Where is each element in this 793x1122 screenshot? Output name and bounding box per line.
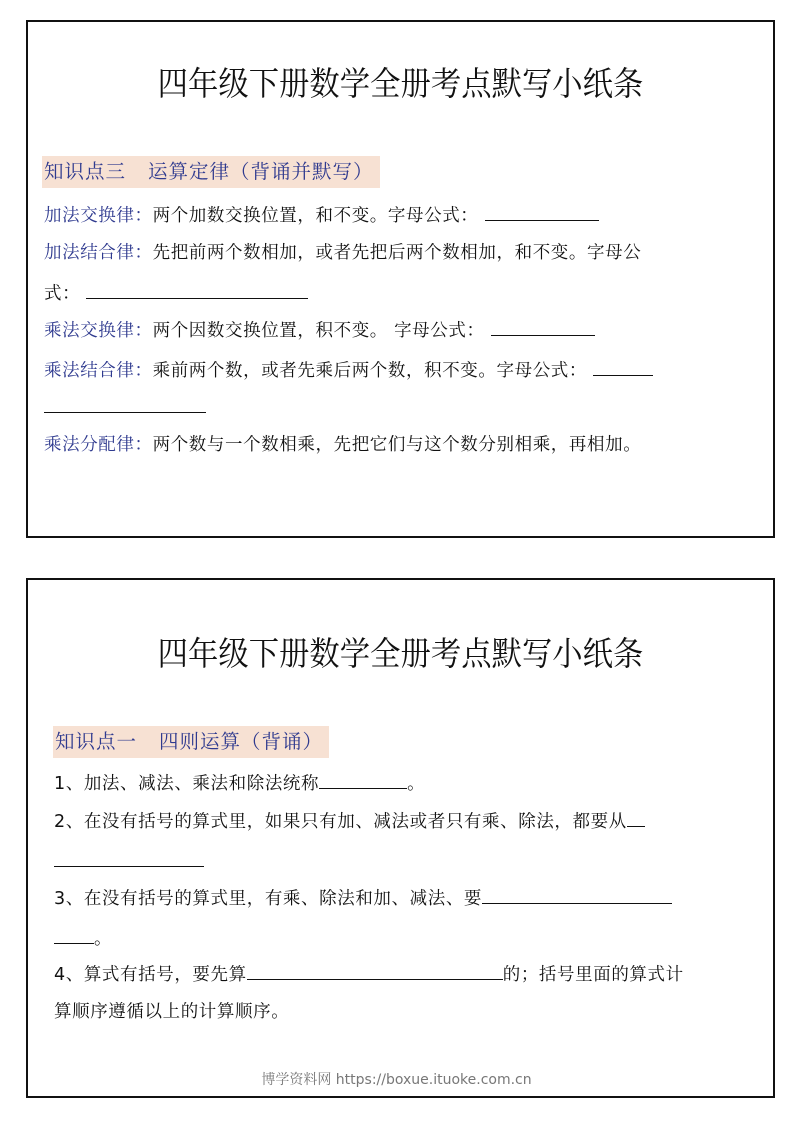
answer-blank[interactable]: [593, 357, 653, 376]
item-4: 4、算式有括号，要先算 的；括号里面的算式计: [54, 961, 753, 988]
law-multiplication-commutative: 乘法交换律：两个因数交换位置，积不变。 字母公式：: [44, 317, 753, 344]
watermark: 博学资料网 https://boxue.ituoke.com.cn: [261, 1072, 532, 1088]
law-text: 两个因数交换位置，积不变。 字母公式：: [152, 321, 485, 341]
answer-blank[interactable]: [627, 808, 645, 827]
law-name: 乘法交换律: [44, 321, 135, 341]
item-1: 1、加法、减法、乘法和除法统称 。: [54, 770, 753, 797]
item-3-cont: 。: [54, 925, 753, 952]
note-card-four-operations: [26, 578, 775, 1098]
answer-blank[interactable]: [485, 202, 599, 221]
law-name: 乘法分配律: [44, 435, 135, 455]
card-title: 四年级下册数学全册考点默写小纸条: [157, 634, 644, 673]
law-addition-commutative: 加法交换律：两个加数交换位置，和不变。字母公式：: [44, 202, 753, 229]
section-topic: 四则运算（背诵）: [159, 730, 324, 753]
law-text: 先把前两个数相加，或者先把后两个数相加，和不变。字母公: [152, 243, 642, 263]
section-heading: [53, 726, 329, 758]
answer-blank[interactable]: [54, 925, 94, 944]
law-addition-associative: 加法结合律：先把前两个数相加，或者先把后两个数相加，和不变。字母公: [44, 243, 642, 263]
law-addition-associative-cont: 式：: [44, 280, 753, 307]
law-multiplication-associative: 乘法结合律：乘前两个数，或者先乘后两个数，积不变。字母公式：: [44, 357, 753, 384]
answer-blank[interactable]: [54, 848, 204, 867]
item-3: 3、在没有括号的算式里，有乘、除法和加、减法、要: [54, 885, 753, 912]
section-label: 知识点三: [44, 160, 127, 183]
answer-blank[interactable]: [482, 885, 672, 904]
item-2: 2、在没有括号的算式里，如果只有加、减法或者只有乘、除法，都要从: [54, 808, 753, 835]
section-label: 知识点一: [55, 730, 138, 753]
law-text: 乘前两个数，或者先乘后两个数，积不变。字母公式：: [152, 361, 588, 381]
answer-blank[interactable]: [491, 317, 595, 336]
answer-blank[interactable]: [247, 961, 503, 980]
answer-blank[interactable]: [319, 770, 407, 789]
item-2-cont: [54, 848, 753, 875]
law-multiplication-associative-cont: [44, 394, 753, 421]
law-name: 加法交换律: [44, 206, 135, 226]
law-name: 加法结合律: [44, 243, 135, 263]
section-topic: 运算定律（背诵并默写）: [148, 160, 374, 183]
item-4-cont: 算顺序遵循以上的计算顺序。: [54, 1002, 290, 1022]
note-card-operation-laws: [26, 20, 775, 538]
section-heading: [42, 156, 380, 188]
law-text: 两个数与一个数相乘，先把它们与这个数分别相乘，再相加。: [152, 435, 642, 455]
answer-blank[interactable]: [86, 280, 308, 299]
answer-blank[interactable]: [44, 394, 206, 413]
law-text: 两个加数交换位置，和不变。字母公式：: [152, 206, 479, 226]
law-distributive: 乘法分配律：两个数与一个数相乘，先把它们与这个数分别相乘，再相加。: [44, 435, 642, 455]
card-title: 四年级下册数学全册考点默写小纸条: [157, 64, 644, 103]
law-name: 乘法结合律: [44, 361, 135, 381]
